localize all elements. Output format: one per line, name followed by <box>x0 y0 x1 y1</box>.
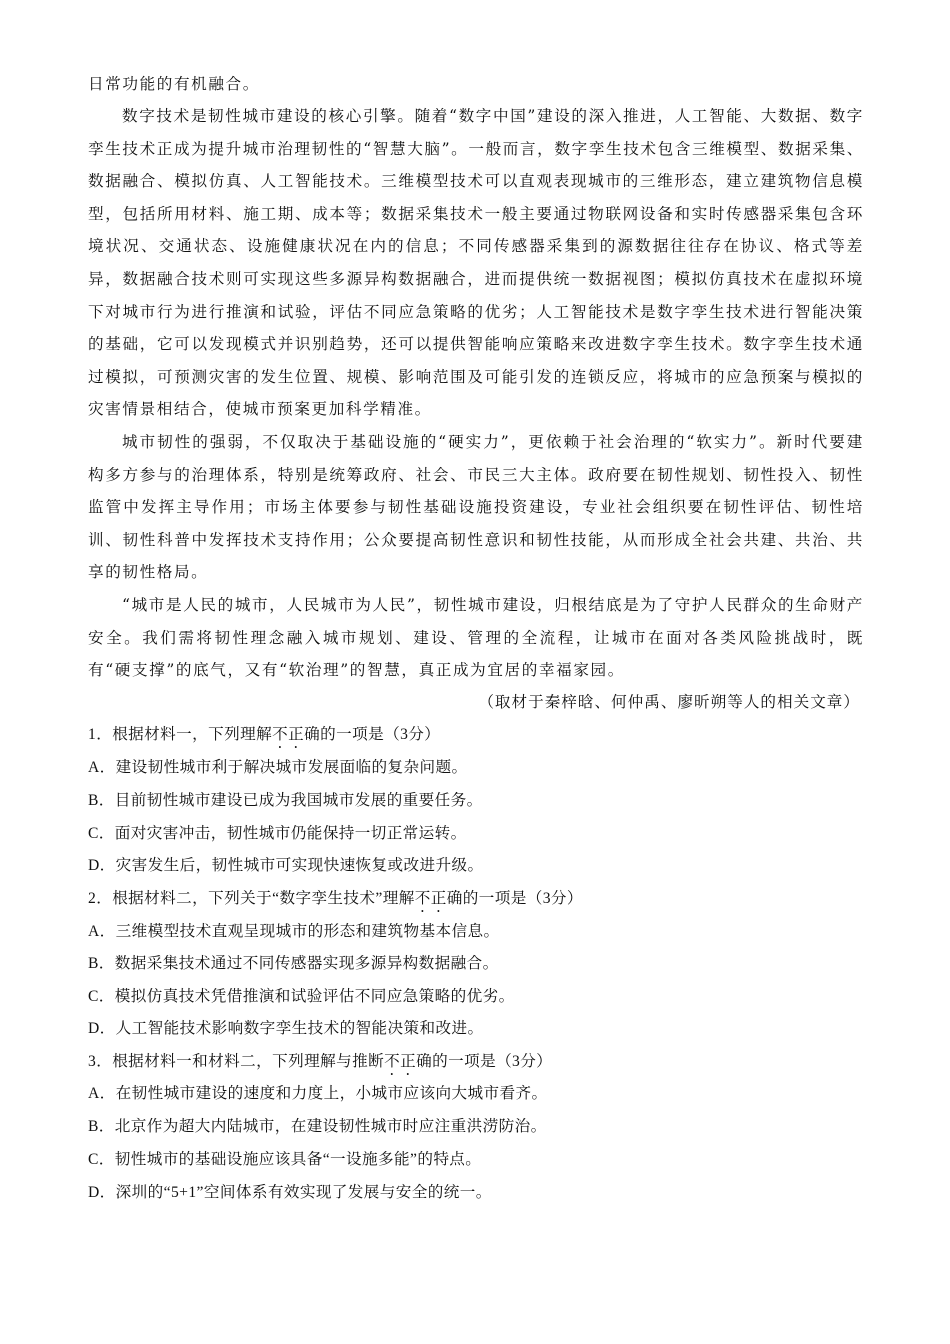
question-1-option-c: C．面对灾害冲击，韧性城市仍能保持一切正常运转。 <box>88 825 467 842</box>
passage-paragraph-2: 城市韧性的强弱，不仅取决于基础设施的“硬实力”，更依赖于社会治理的“软实力”。新时代要建构多方参与的治理体系，特别是统筹政府、社会、市民三大主体。政府要在韧性规划、韧性投入、韧性监管中发挥主导作用；市场主体要参与韧性基础设施投资建设，专业社会组织要在韧性评估、韧性培训、韧性科普中发挥技术支持作用；公众要提高韧性意识和韧性技能，从而形成全社会共建、共治、共享的韧性格局。 <box>88 433 864 582</box>
question-1-option-a: A．建设韧性城市利于解决城市发展面临的复杂问题。 <box>88 759 468 776</box>
question-3-option-b: B．北京作为超大内陆城市，在建设韧性城市时应注重洪涝防治。 <box>88 1118 547 1135</box>
passage-source: （取材于秦梓晗、何仲禹、廖昕朔等人的相关文章） <box>478 693 860 711</box>
question-3-stem <box>88 1049 864 1079</box>
question-2-option-b: B．数据采集技术通过不同传感器实现多源异构数据融合。 <box>88 955 499 972</box>
passage-paragraph-0: 日常功能的有机融合。 <box>88 75 260 93</box>
question-2-option-d: D．人工智能技术影响数字孪生技术的智能决策和改进。 <box>88 1020 484 1037</box>
question-stem-after: 确的一项是（3分） <box>304 726 441 743</box>
question-2-option-a: A．三维模型技术直观呈现城市的形态和建筑物基本信息。 <box>88 923 500 940</box>
question-1-option-b: B．目前韧性城市建设已成为我国城市发展的重要任务。 <box>88 792 483 809</box>
question-1-stem <box>88 722 864 752</box>
emphasis-text: 不正 <box>414 890 447 907</box>
question-1-option-d: D．灾害发生后，韧性城市可实现快速恢复或改进升级。 <box>88 857 484 874</box>
passage-paragraph-3: “城市是人民的城市，人民城市为人民”，韧性城市建设，归根结底是为了守护人民群众的生命财产安全。我们需将韧性理念融入城市规划、建设、管理的全流程，让城市在面对各类风险挑战时，既有“硬支撑”的底气，又有“软治理”的智慧，真正成为宜居的幸福家园。 <box>88 596 864 680</box>
question-3-option-c: C．韧性城市的基础设施应该具备“一设施多能”的特点。 <box>88 1151 482 1168</box>
question-3-option-a: A．在韧性城市建设的速度和力度上，小城市应该向大城市看齐。 <box>88 1085 548 1102</box>
emphasis-text: 不正 <box>272 726 305 743</box>
question-stem-after: 确的一项是（3分） <box>446 890 583 907</box>
emphasis-text: 不正 <box>384 1053 417 1070</box>
question-3-option-d: D．深圳的“5+1”空间体系有效实现了发展与安全的统一。 <box>88 1184 492 1201</box>
question-2-stem <box>88 886 864 916</box>
question-stem-before: 2．根据材料二，下列关于“数字孪生技术”理解 <box>88 890 415 907</box>
question-2-option-c: C．模拟仿真技术凭借推演和试验评估不同应急策略的优劣。 <box>88 988 515 1005</box>
question-stem-before: 3．根据材料一和材料二，下列理解与推断 <box>88 1053 385 1070</box>
question-stem-after: 确的一项是（3分） <box>416 1053 553 1070</box>
passage-paragraph-1: 数字技术是韧性城市建设的核心引擎。随着“数字中国”建设的深入推进，人工智能、大数据、数字孪生技术正成为提升城市治理韧性的“智慧大脑”。一般而言，数字孪生技术包含三维模型、数据采集、数据融合、模拟仿真、人工智能技术。三维模型技术可以直观表现城市的三维形态，建立建筑物信息模型，包括所用材料、施工期、成本等；数据采集技术一般主要通过物联网设备和实时传感器采集包含环境状况、交通状态、设施健康状况在内的信息；不同传感器采集到的源数据往往存在协议、格式等差异，数据融合技术则可实现这些多源异构数据融合，进而提供统一数据视图；模拟仿真技术在虚拟环境下对城市行为进行推演和试验，评估不同应急策略的优劣；人工智能技术是数字孪生技术进行智能决策的基础，它可以发现模式并识别趋势，还可以提供智能响应策略来改进数字孪生技术。数字孪生技术通过模拟，可预测灾害的发生位置、规模、影响范围及可能引发的连锁反应，将城市的应急预案与模拟的灾害情景相结合，使城市预案更加科学精准。 <box>88 107 864 419</box>
question-stem-before: 1．根据材料一，下列理解 <box>88 726 273 743</box>
